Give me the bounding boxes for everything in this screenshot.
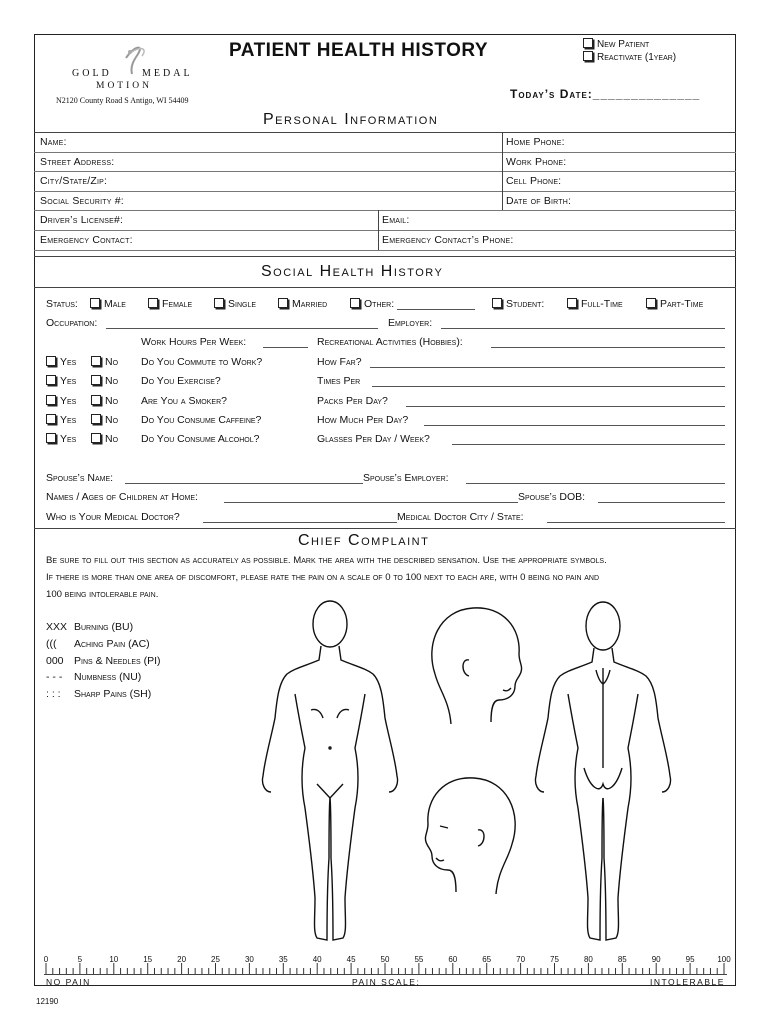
status-label: Status: bbox=[46, 298, 78, 310]
reactivate-option[interactable]: Reactivate (1year) bbox=[583, 51, 676, 63]
yes-option[interactable]: Yes bbox=[46, 375, 76, 387]
pain-scale-tick-label: 65 bbox=[482, 955, 492, 964]
checkbox-icon bbox=[46, 414, 56, 424]
row-divider bbox=[34, 250, 736, 251]
spouse-name-label: Spouse’s Name: bbox=[46, 472, 114, 484]
instructions-line-3: 100 being intolerable pain. bbox=[46, 589, 159, 600]
logo-word-motion: MOTION bbox=[96, 81, 152, 91]
personal-field-label[interactable]: Emergency Contact’s Phone: bbox=[382, 234, 514, 246]
no-option[interactable]: No bbox=[91, 433, 118, 445]
body-front-diagram[interactable] bbox=[255, 598, 405, 948]
pain-scale-tick-label: 5 bbox=[77, 955, 83, 964]
followup-input[interactable] bbox=[452, 444, 725, 445]
symbol-legend-item bbox=[46, 621, 133, 633]
logo-word-gold: GOLD bbox=[72, 68, 112, 79]
checkbox-icon bbox=[91, 395, 101, 405]
spouse-employer-label: Spouse’s Employer: bbox=[363, 472, 449, 484]
question-label: Do You Exercise? bbox=[141, 375, 221, 388]
personal-field-label[interactable]: Date of Birth: bbox=[506, 195, 572, 207]
question-label: Do You Commute to Work? bbox=[141, 356, 263, 368]
page-title: PATIENT HEALTH HISTORY bbox=[229, 40, 489, 61]
followup-label: How Much Per Day? bbox=[317, 413, 409, 426]
followup-label: Times Per bbox=[317, 375, 361, 388]
new-patient-option[interactable]: New Patient bbox=[583, 38, 649, 50]
checkbox-icon bbox=[46, 395, 56, 405]
logo-word-medal: MEDAL bbox=[142, 68, 193, 79]
yes-option[interactable]: Yes bbox=[46, 395, 76, 407]
pain-scale-tick-label: 25 bbox=[211, 955, 220, 964]
question-label: Do You Consume Alcohol? bbox=[141, 433, 260, 446]
followup-input[interactable] bbox=[424, 425, 725, 426]
pain-scale-tick-label: 35 bbox=[278, 955, 288, 964]
clinic-address: N2120 County Road S Antigo, WI 54409 bbox=[56, 96, 189, 105]
checkbox-icon bbox=[91, 414, 101, 424]
doctor-label: Who is Your Medical Doctor? bbox=[46, 511, 180, 523]
pain-scale-tick-label: 55 bbox=[414, 955, 424, 964]
personal-field-label[interactable]: Home Phone: bbox=[506, 136, 565, 148]
work-hours-input[interactable] bbox=[263, 347, 308, 348]
pain-scale-tick-label: 75 bbox=[550, 955, 559, 964]
personal-field-label[interactable]: City/State/Zip: bbox=[40, 175, 108, 187]
legend-label: Burning (BU) bbox=[74, 621, 134, 633]
pain-scale-tick-label: 0 bbox=[43, 955, 49, 964]
checkbox-icon bbox=[91, 433, 101, 443]
status-option[interactable]: Part-Time bbox=[646, 298, 703, 310]
intolerable-label: INTOLERABLE bbox=[650, 977, 725, 987]
instructions-line-1: Be sure to fill out this section as accurately as possible. Mark the area with the described sensation. Use the appropriate symbols. bbox=[46, 555, 607, 566]
followup-label: Glasses Per Day / Week? bbox=[317, 433, 430, 446]
checkbox-icon bbox=[278, 298, 288, 308]
pain-scale-tick-label: 15 bbox=[143, 955, 153, 964]
no-option[interactable]: No bbox=[91, 414, 118, 426]
checkbox-icon bbox=[91, 375, 101, 385]
checkbox-icon bbox=[583, 38, 593, 48]
yes-option[interactable]: Yes bbox=[46, 356, 76, 368]
symbol-legend-item bbox=[46, 638, 150, 650]
pain-scale-label: PAIN SCALE: bbox=[352, 977, 421, 987]
legend-symbol: XXX bbox=[46, 621, 68, 633]
followup-input[interactable] bbox=[406, 406, 725, 407]
spouse-dob-label: Spouse’s DOB: bbox=[518, 491, 586, 503]
pain-scale-tick-label: 20 bbox=[177, 955, 187, 964]
row-divider bbox=[34, 171, 736, 172]
pain-scale-tick-label: 95 bbox=[685, 955, 695, 964]
personal-field-label[interactable]: Social Security #: bbox=[40, 195, 124, 207]
status-option[interactable]: Other: bbox=[350, 298, 394, 310]
question-label: Are You a Smoker? bbox=[141, 394, 227, 407]
recreational-label: Recreational Activities (Hobbies): bbox=[317, 336, 463, 348]
chief-complaint-title: Chief Complaint bbox=[298, 532, 430, 549]
legend-label: Sharp Pains (SH) bbox=[74, 688, 152, 701]
row-divider bbox=[34, 191, 736, 192]
legend-symbol: 000 bbox=[46, 654, 64, 667]
form-number: 12190 bbox=[36, 997, 59, 1006]
personal-field-label[interactable]: Name: bbox=[40, 136, 67, 148]
pain-scale-tick-label: 100 bbox=[717, 955, 731, 964]
pain-scale-tick-label: 10 bbox=[109, 955, 119, 964]
pain-scale-tick-label: 40 bbox=[312, 955, 322, 964]
followup-input[interactable] bbox=[370, 367, 725, 368]
status-option[interactable]: Full-Time bbox=[567, 298, 623, 310]
employer-input[interactable] bbox=[441, 328, 725, 329]
question-label: Do You Consume Caffeine? bbox=[141, 413, 262, 426]
occupation-input[interactable] bbox=[106, 328, 378, 329]
no-option[interactable]: No bbox=[91, 375, 118, 387]
checkbox-icon bbox=[90, 298, 100, 308]
spouse-employer-input[interactable] bbox=[466, 483, 725, 484]
checkbox-icon bbox=[567, 298, 577, 308]
legend-label: Aching Pain (AC) bbox=[74, 637, 150, 650]
body-back-diagram[interactable] bbox=[528, 598, 678, 948]
head-side-upper-diagram[interactable] bbox=[425, 604, 530, 734]
personal-field-label[interactable]: Driver’s License#: bbox=[40, 214, 124, 226]
no-pain-label: NO PAIN bbox=[46, 977, 91, 987]
head-side-lower-diagram[interactable] bbox=[418, 774, 523, 904]
children-input[interactable] bbox=[224, 502, 518, 503]
status-option[interactable]: Student: bbox=[492, 298, 544, 310]
row-divider bbox=[34, 230, 736, 231]
checkbox-icon bbox=[492, 298, 502, 308]
personal-field-label[interactable]: Work Phone: bbox=[506, 156, 567, 168]
no-option[interactable]: No bbox=[91, 395, 118, 407]
legend-symbol: ((( bbox=[46, 637, 57, 650]
legend-label: Pins & Needles (PI) bbox=[74, 654, 161, 667]
legend-symbol: : : : bbox=[46, 688, 61, 701]
pain-scale-tick-label: 80 bbox=[583, 955, 593, 964]
personal-field-label[interactable]: Emergency Contact: bbox=[40, 234, 133, 246]
recreational-input[interactable] bbox=[491, 347, 725, 348]
followup-input[interactable] bbox=[372, 386, 725, 387]
social-history-title: Social Health History bbox=[261, 263, 444, 280]
personal-field-label[interactable]: Email: bbox=[382, 214, 410, 226]
pain-scale-tick-label: 70 bbox=[516, 955, 526, 964]
pain-scale-tick-label: 90 bbox=[651, 955, 661, 964]
yes-option[interactable]: Yes bbox=[46, 433, 76, 445]
checkbox-icon bbox=[350, 298, 360, 308]
pain-scale-tick-label: 30 bbox=[244, 955, 254, 964]
no-option[interactable]: No bbox=[91, 356, 118, 368]
occupation-label: Occupation: bbox=[46, 317, 98, 329]
checkbox-icon bbox=[46, 433, 56, 443]
checkbox-icon bbox=[583, 51, 593, 61]
row-divider bbox=[34, 210, 736, 211]
checkbox-icon bbox=[214, 298, 224, 308]
checkbox-icon bbox=[91, 356, 101, 366]
legend-label: Numbness (NU) bbox=[74, 671, 142, 684]
doctor-city-input[interactable] bbox=[547, 522, 725, 523]
status-option[interactable]: Male bbox=[90, 298, 126, 310]
pain-scale-tick-label: 50 bbox=[380, 955, 390, 964]
checkbox-icon bbox=[646, 298, 656, 308]
doctor-input[interactable] bbox=[203, 522, 397, 523]
pain-scale-tick-label: 85 bbox=[617, 955, 627, 964]
symbol-legend-item bbox=[46, 688, 151, 700]
checkbox-icon bbox=[148, 298, 158, 308]
personal-field-label[interactable]: Cell Phone: bbox=[506, 175, 562, 187]
pain-scale-ruler[interactable] bbox=[44, 962, 728, 975]
checkbox-icon bbox=[46, 375, 56, 385]
work-hours-label: Work Hours Per Week: bbox=[141, 336, 247, 348]
todays-date-field[interactable]: Today’s Date:______________ bbox=[510, 87, 701, 101]
status-option[interactable]: Single bbox=[214, 298, 256, 310]
legend-symbol: - - - bbox=[46, 671, 63, 684]
symbol-legend-item bbox=[46, 655, 161, 667]
checkbox-icon bbox=[46, 356, 56, 366]
instructions-line-2: If there is more than one area of discomfort, please rate the pain on a scale of 0 to 100 next to each are, with 0 being no pain and bbox=[46, 572, 600, 583]
symbol-legend-item bbox=[46, 671, 141, 683]
children-label: Names / Ages of Children at Home: bbox=[46, 491, 198, 503]
followup-label: Packs Per Day? bbox=[317, 394, 388, 407]
followup-label: How Far? bbox=[317, 356, 362, 368]
pain-scale-tick-label: 60 bbox=[448, 955, 458, 964]
personal-field-label[interactable]: Street Address: bbox=[40, 156, 115, 168]
personal-info-title: Personal Information bbox=[263, 111, 439, 128]
spouse-name-input[interactable] bbox=[125, 483, 363, 484]
row-divider bbox=[34, 152, 736, 153]
pain-scale-tick-label: 45 bbox=[346, 955, 356, 964]
employer-label: Employer: bbox=[388, 317, 433, 329]
spouse-dob-input[interactable] bbox=[598, 502, 725, 503]
status-option[interactable]: Female bbox=[148, 298, 192, 310]
yes-option[interactable]: Yes bbox=[46, 414, 76, 426]
doctor-city-label: Medical Doctor City / State: bbox=[397, 511, 524, 523]
status-option[interactable]: Married bbox=[278, 298, 327, 310]
logo bbox=[60, 44, 210, 100]
